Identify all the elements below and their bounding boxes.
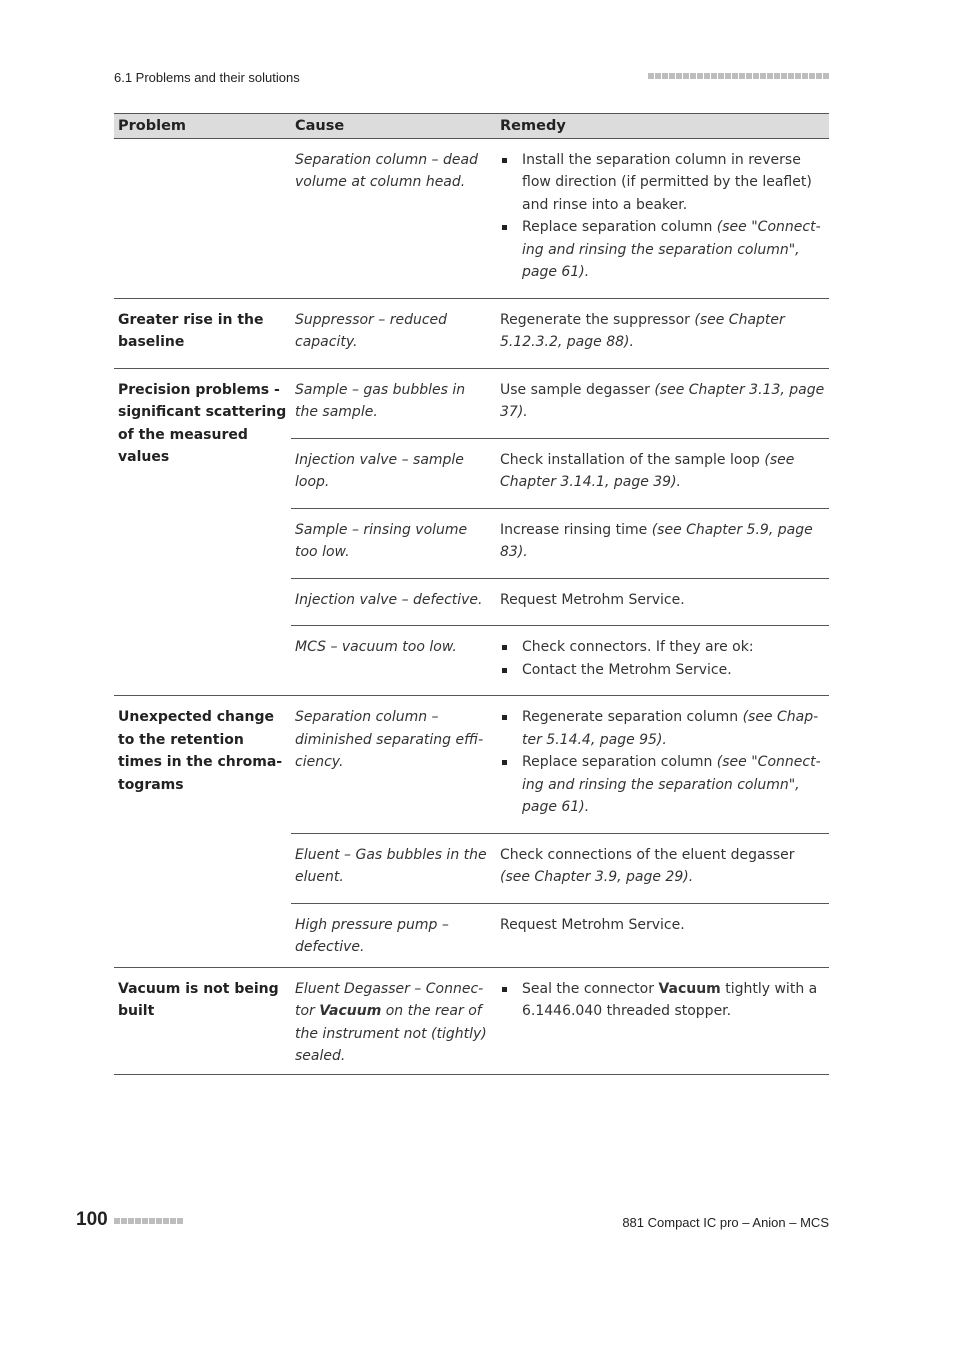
remedy-cell: Request Metrohm Service. [496, 578, 829, 626]
table-row [114, 967, 829, 1074]
cause-cell: Eluent – Gas bubbles in the eluent. [291, 833, 496, 903]
cause-cell: Sample – rinsing volume too low. [291, 508, 496, 578]
cross-reference: (see Chapter 5.14.4, page 95). [522, 709, 819, 748]
remedy-bullet: Seal the connector Vacuum tightly with a 6.1446.040 threaded stopper. [500, 978, 825, 1023]
cross-reference: (see Chapter 5.12.3.2, page 88). [500, 311, 785, 350]
remedy-cell: Check installation of the sample loop (see Chapter 3.14.1, page 39). [496, 438, 829, 508]
cross-reference: (see "Connecting and rinsing the separation column", page 61). [522, 754, 821, 815]
running-header-section: 6.1 Problems and their solutions [114, 70, 300, 85]
table-row [114, 696, 829, 834]
troubleshooting-table [114, 113, 829, 1075]
cause-cell: Injection valve – defective. [291, 578, 496, 626]
problem-cell: Unexpected change to the retention times in the chromatograms [114, 696, 291, 968]
cross-reference: (see Chapter 5.9, page 83). [500, 521, 813, 560]
remedy-cell [496, 696, 829, 834]
cause-cell: Injection valve – sample loop. [291, 438, 496, 508]
cause-cell: Separation column – dead volume at column head. [291, 138, 496, 298]
remedy-cell: Request Metrohm Service. [496, 903, 829, 967]
remedy-bullet: Regenerate separation column (see Chapter 5.14.4, page 95). [500, 706, 825, 751]
problem-cell: Vacuum is not being built [114, 967, 291, 1074]
remedy-cell [496, 626, 829, 696]
remedy-bullet: Install the separation column in reverse flow direction (if permitted by the leaflet) and rinse into a beaker. [500, 149, 825, 217]
remedy-cell: Use sample degasser (see Chapter 3.13, page 37). [496, 368, 829, 438]
remedy-cell: Regenerate the suppressor (see Chapter 5.12.3.2, page 88). [496, 298, 829, 368]
col-header-problem: Problem [114, 114, 291, 139]
cause-cell: Suppressor – reduced capacity. [291, 298, 496, 368]
page-number: 100 [76, 1209, 108, 1230]
remedy-bullet: Replace separation column (see "Connecting and rinsing the separation column", page 61). [500, 751, 825, 819]
problem-cell: Precision problems - significant scattering of the measured values [114, 368, 291, 696]
cross-reference: (see "Connecting and rinsing the separation column", page 61). [522, 219, 821, 280]
cause-cell: Eluent Degasser – Connector Vacuum on the rear of the instrument not (tightly) sealed. [291, 967, 496, 1074]
footer-decoration [114, 1218, 183, 1224]
cross-reference: (see Chapter 3.13, page 37). [500, 381, 825, 420]
problem-cell [114, 138, 291, 298]
footer-doc-title: 881 Compact IC pro – Anion – MCS [622, 1215, 829, 1230]
remedy-bullet: Replace separation column (see "Connecting and rinsing the separation column", page 61). [500, 216, 825, 284]
table-row [114, 138, 829, 298]
table-header-row [114, 114, 829, 139]
table-row [114, 368, 829, 438]
col-header-remedy: Remedy [496, 114, 829, 139]
problem-cell: Greater rise in the baseline [114, 298, 291, 368]
cross-reference: (see Chapter 3.9, page 29). [500, 869, 694, 885]
remedy-bullet: Contact the Metrohm Service. [500, 659, 825, 682]
remedy-cell: Increase rinsing time (see Chapter 5.9, page 83). [496, 508, 829, 578]
cross-reference: (see Chapter 3.14.1, page 39). [500, 451, 795, 490]
remedy-cell [496, 967, 829, 1074]
cause-cell: Sample – gas bubbles in the sample. [291, 368, 496, 438]
cause-cell: Separation column – diminished separating efficiency. [291, 696, 496, 834]
remedy-cell: Check connections of the eluent degasser (see Chapter 3.9, page 29). [496, 833, 829, 903]
cause-cell: High pressure pump – defective. [291, 903, 496, 967]
cause-cell: MCS – vacuum too low. [291, 626, 496, 696]
col-header-cause: Cause [291, 114, 496, 139]
header-decoration [648, 73, 829, 79]
remedy-bullet: Check connectors. If they are ok: [500, 636, 825, 659]
remedy-cell [496, 138, 829, 298]
table-row [114, 298, 829, 368]
